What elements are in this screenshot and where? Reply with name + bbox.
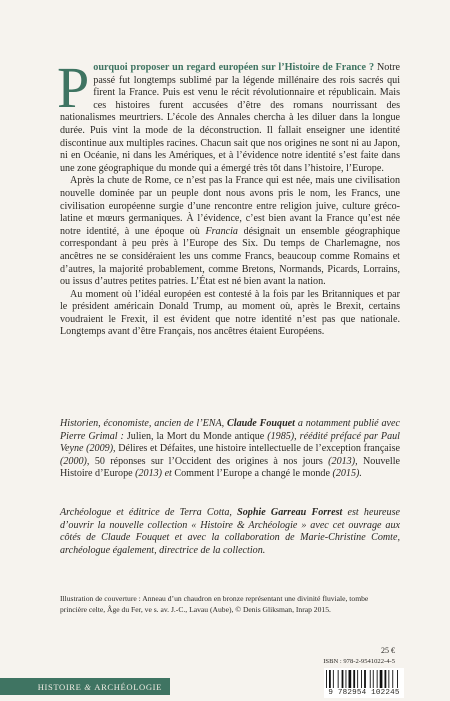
isbn: ISBN : 978-2-9541022-4-5 (323, 658, 395, 665)
book-title: Délires et Défaites, une histoire intellectuelle de l’exception française (118, 443, 401, 455)
barcode-bars (324, 668, 404, 688)
publisher-note (60, 507, 400, 557)
book-title: 50 réponses sur l’Occident des origines à nos jours (94, 455, 323, 467)
intro-heading: ourquoi proposer un regard européen sur l’Histoire de France ? (93, 62, 375, 73)
author-bio-text: Historien, économiste, ancien de l’ENA, Claude Fouquet a notamment publié avec Pierre Grimal : Julien, la Mort du Monde antique (1985), réédité préfacé par Paul Veyne (2009), Délires et Défaites, une histoire intellectuelle de l’exception française (2000), 50 réponses sur l’Occident des origines à nos jours (2013), Nouvelle Histoire d’Europe (2013) et Comment l’Europe a changé le monde (2015). (60, 418, 401, 480)
price: 25 € (381, 646, 395, 655)
collection-ampersand: & (84, 681, 92, 692)
intro-section (57, 55, 400, 339)
author-bio (60, 418, 400, 481)
drop-cap: P (57, 55, 90, 120)
book-title: Comment l’Europe a changé le monde (174, 468, 330, 480)
intro-paragraph-1 (60, 62, 400, 175)
publisher-name: Sophie Garreau Forrest (237, 507, 343, 518)
author-name: Claude Fouquet (227, 418, 295, 429)
cover-credit: Illustration de couverture : Anneau d’un chaudron en bronze représentant une divinité fluviale, tombe princière celte, Âge du Fer, ve s. av. J.-C., Lavau (Aube), © Denis Gliksman, Inrap 2015. (60, 594, 369, 614)
collection-label-a: HISTOIRE (37, 681, 82, 692)
book-title: Julien, la Mort du Monde antique (126, 430, 265, 442)
publisher-note-text: Archéologue et éditrice de Terra Cotta, Sophie Garreau Forrest est heureuse d’ouvrir la nouvelle collection « Histoire & Archéologie » avec cet ouvrage aux côtés de Claude Fouquet et avec la collaboration de Marie-Christine Comte, archéologue également, directrice de la collection. (60, 507, 400, 556)
intro-paragraph-3: Au moment où l’idéal européen est contesté à la fois par les Britanniques et par le président américain Donald Trump, au moment où, après le Brexit, certains voudraient le Frexit, il est évident que notre identité n’est pas que nationale. Longtemps avant d’être Français, nos ancêtres étaient Européens. (60, 288, 400, 338)
intro-paragraph-2: Après la chute de Rome, ce n’est pas la France qui est née, mais une civilisation nouvelle dominée par un peuple dont nous avons pris le nom, les Francs, une civilisation européenne surgie d’une rencontre entre religion juive, culture gréco-latine et mœurs germaniques. À l’évidence, c’est bien avant la France qu’est née notre identité, à une époque où Francia désignait un ensemble géographique correspondant à peu près à l’Europe des Six. Du temps de Charlemagne, nos ancêtres ne se considéraient les uns comme Francs, beaucoup comme Romains et d’autres, la majorité probablement, comme Bretons, Normands, Picards, Lorrains, ou issus d’autres petites patries. L’État est né bien avant la nation. (60, 175, 400, 288)
collection-label-b: ARCHÉOLOGIE (94, 681, 162, 692)
francia-term: Francia (205, 225, 238, 237)
barcode-digits: 9 782954 102245 (324, 688, 404, 698)
intro-paragraph-1-text: Notre passé fut longtemps sublimé par la légende millénaire des rois sacrés qui firent la France. Puis est venu le récit révolutionnaire et républicain. Mais ces histoires furent accusées d’être des romans nourrissant des nationalismes meurtriers. L’école des Annales chercha à les diluer dans la longue durée. Puis vint la mode de la déconstruction. Il fallait enseigner une identité discontinue aux multiples racines. Chacun sait que nos origines ne sont ni au Japon, ni en Océanie, ni dans les Amériques, et à l’évidence notre identité s’est faite dans une zone géographique du monde qui a émergé très tôt dans l’histoire, l’Europe. (60, 62, 400, 174)
collection-band (0, 678, 170, 695)
book-title: Nouvelle Histoire d’Europe (60, 455, 400, 480)
